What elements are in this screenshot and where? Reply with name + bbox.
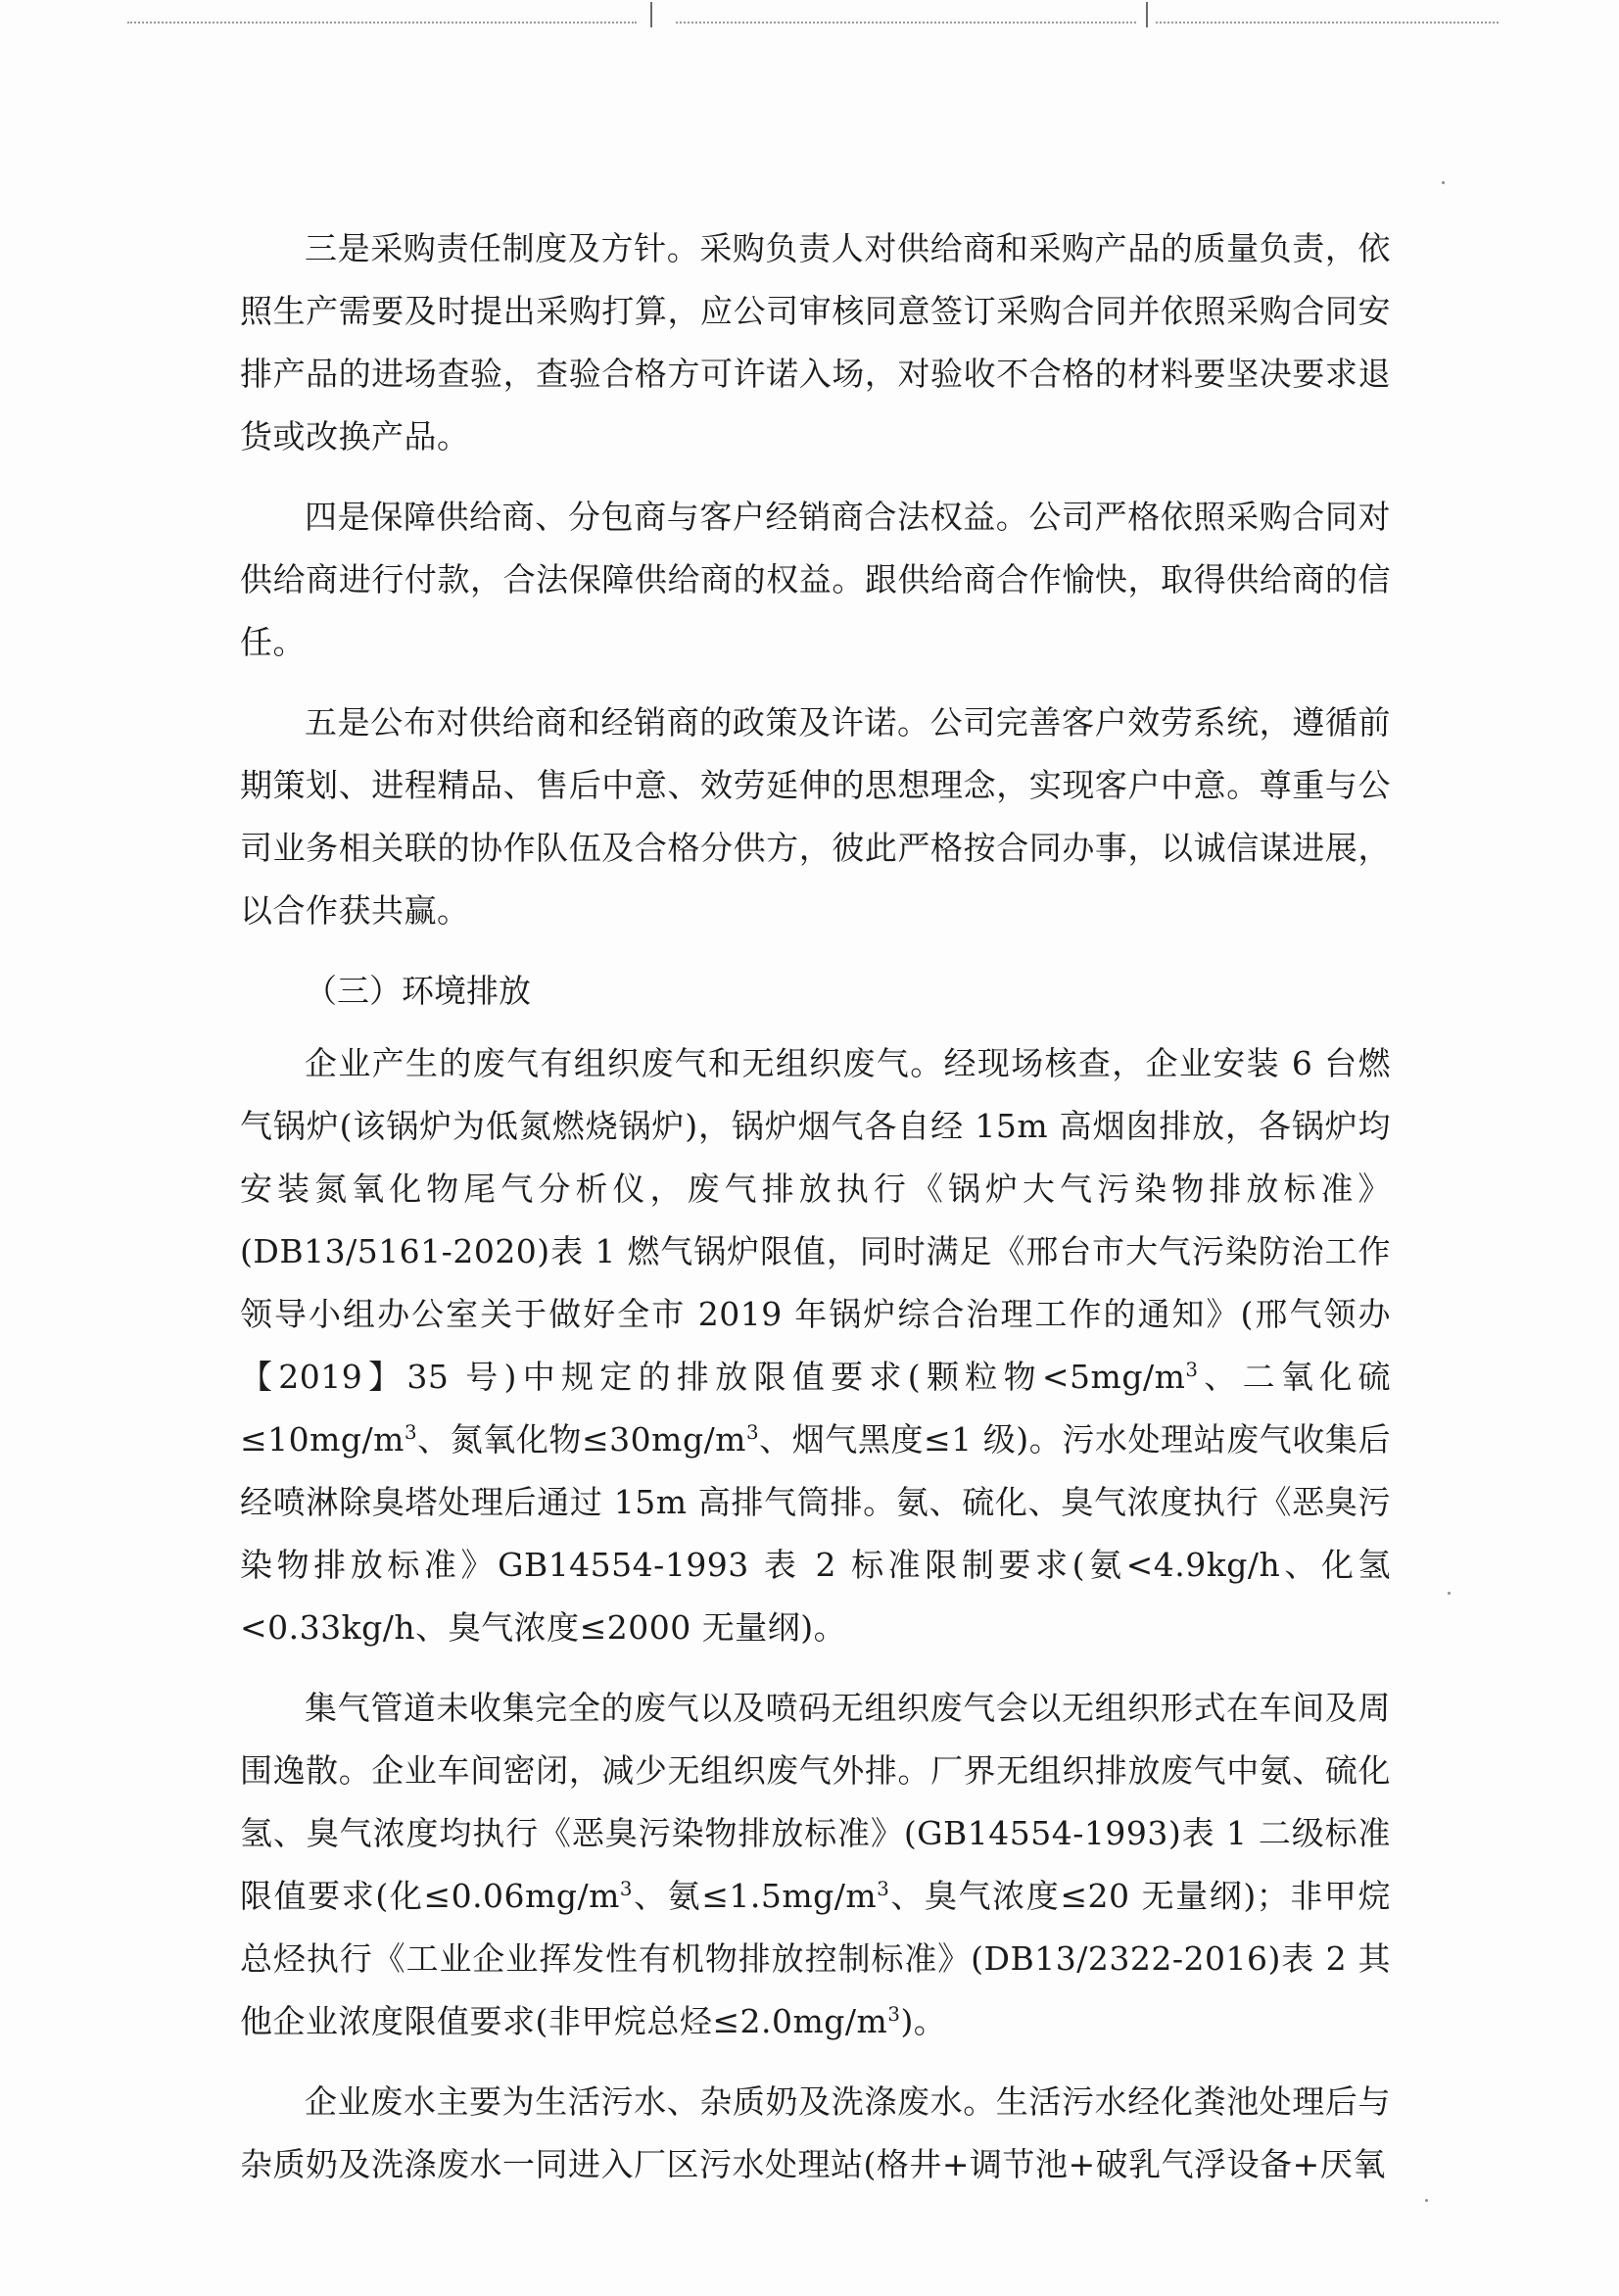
scan-dotted-line: [1156, 22, 1499, 25]
paragraph-wastewater: 企业废水主要为生活污水、杂质奶及洗涤废水。生活污水经化粪池处理后与杂质奶及洗涤废水一同进入厂区污水处理站(格井+调节池+破乳气浮设备+厌氧: [240, 2082, 1391, 2183]
paragraph-supplier-policy: 五是公布对供给商和经销商的政策及许诺。公司完善客户效劳系统，遵循前期策划、进程精品、售后中意、效劳延伸的思想理念，实现客户中意。尊重与公司业务相关联的协作队伍及合格分供方，彼此严格按合同办事，以诚信谋进展，以合作获共赢。: [240, 703, 1391, 930]
paragraph-emissions-organized: 企业产生的废气有组织废气和无组织废气。经现场核查，企业安装 6 台燃气锅炉(该锅炉为低氮燃烧锅炉)，锅炉烟气各自经 15m 高烟囱排放，各锅炉均安装氮氧化物尾气分析仪，废气排放执行《锅炉大气污染物排放标准》(DB13/5161-2020)表 1 燃气锅炉限值，同时满足《邢台市大气污染防治工作领导小组办公室关于做好全市 2019 年锅炉综合治理工作的通知》(邢气领办【2019】35 号)中规定的排放限值要求(颗粒物$<5mg/m^3$、二氧化硫$\le 10mg/m^3$、氮氧化物$\le 30mg/m^3$、烟气黑度≤1 级)。污水处理站废气收集后经喷淋除臭塔处理后通过 15m 高排气筒排。氨、硫化、臭气浓度执行《恶臭污染物排放标准》GB14554-1993 表 2 标准限制要求(氨<4.9kg/h、化氢<0.33kg/h、臭气浓度≤2000 无量纲)。: [240, 1044, 1392, 1647]
scan-mark: [1146, 2, 1148, 27]
scan-speck: [1448, 1592, 1451, 1595]
scan-dotted-line: [127, 22, 637, 25]
scan-top-edge: [0, 0, 1619, 39]
paragraph-supplier-rights: 四是保障供给商、分包商与客户经销商合法权益。公司严格依照采购合同对供给商进行付款，合法保障供给商的权益。跟供给商合作愉快，取得供给商的信任。: [240, 498, 1391, 661]
scan-speck: [1425, 2199, 1428, 2202]
scan-speck: [1442, 181, 1445, 184]
scan-dotted-line: [676, 22, 1136, 25]
scan-mark: [650, 2, 652, 27]
paragraph-emissions-fugitive: 集气管道未收集完全的废气以及喷码无组织废气会以无组织形式在车间及周围逸散。企业车间密闭，减少无组织废气外排。厂界无组织排放废气中氨、硫化氢、臭气浓度均执行《恶臭污染物排放标准》(GB14554-1993)表 1 二级标准限值要求(化$\le 0.06mg/m^3$、氨$\le 1.5mg/m^3$、臭气浓度≤20 无量纲)；非甲烷总烃执行《工业企业挥发性有机物排放控制标准》(DB13/2322-2016)表 2 其他企业浓度限值要求(非甲烷总烃$\le 2.0mg/m^3$)。: [240, 1689, 1391, 2040]
document-body: [240, 217, 1391, 2214]
paragraph-procurement-policy: 三是采购责任制度及方针。采购负责人对供给商和采购产品的质量负责，依照生产需要及时提出采购打算，应公司审核同意签订采购合同并依照采购合同安排产品的进场查验，查验合格方可许诺入场，对验收不合格的材料要坚决要求退货或改换产品。: [240, 229, 1391, 455]
section-heading-environment: （三）环境排放: [305, 972, 531, 1010]
